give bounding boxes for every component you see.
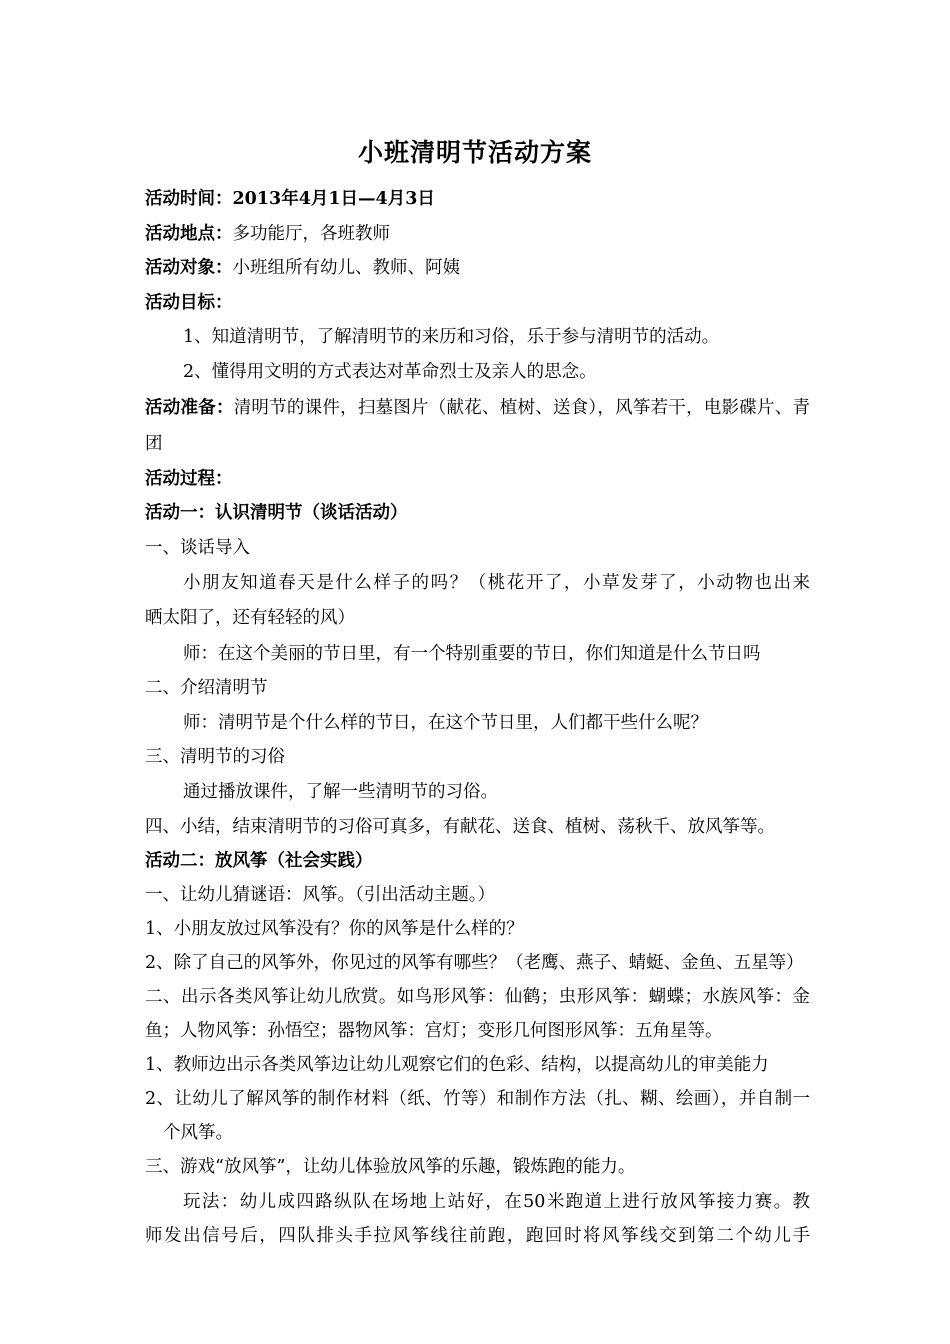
- goal-item-1: 1、知道清明节，了解清明节的来历和习俗，乐于参与清明节的活动。: [183, 327, 720, 347]
- activity2-teacher-1: 1、教师边出示各类风筝边让幼儿观察它们的色彩、结构，以提高幼儿的审美能力: [145, 1055, 769, 1075]
- activity1-paragraph-2: 师：在这个美丽的节日里，有一个特别重要的节日，你们知道是什么节日吗: [183, 644, 761, 664]
- activity1-paragraph-1: 小朋友知道春天是什么样子的吗？（桃花开了，小草发芽了，小动物也出来: [183, 573, 810, 593]
- activity2-question-2: 2、除了自己的风筝外，你见过的风筝有哪些？（老鹰、燕子、蜻蜓、金鱼、五星等）: [145, 953, 804, 973]
- activity2-section-1: 一、让幼儿猜谜语：风筝。（引出活动主题。）: [145, 885, 495, 905]
- activity1-section-4: 四、小结，结束清明节的习俗可真多，有献花、送食、植树、荡秋千、放风筝等。: [145, 817, 775, 837]
- goal-item-2: 2、懂得用文明的方式表达对革命烈士及亲人的思念。: [183, 362, 597, 382]
- activity1-heading: 活动一：认识清明节（谈话活动）: [145, 503, 408, 523]
- prep-row: [145, 396, 810, 420]
- prep-label: 活动准备：: [145, 398, 234, 418]
- activity-place-row: [145, 222, 810, 246]
- activity-time-label: 活动时间：: [145, 189, 233, 209]
- prep-value: 清明节的课件，扫墓图片（献花、植树、送食），风筝若干，电影碟片、青: [233, 398, 810, 418]
- activity1-section-3: 三、清明节的习俗: [145, 747, 285, 767]
- activity2-section-3: 三、游戏“放风筝”，让幼儿体验放风筝的乐趣，锻炼跑的能力。: [145, 1157, 636, 1177]
- activity1-paragraph-1-cont: 晒太阳了，还有轻轻的风）: [145, 608, 355, 628]
- activity2-section-2-cont: 鱼；人物风筝：孙悟空；器物风筝：宫灯；变形几何图形风筝：五角星等。: [145, 1021, 723, 1041]
- activity-target-value: 小班组所有幼儿、教师、阿姨: [232, 258, 460, 278]
- activity2-section-2: 二、出示各类风筝让幼儿欣赏。如鸟形风筝：仙鹤；虫形风筝：蝴蝶；水族风筝：金: [145, 987, 810, 1007]
- activity-target-row: [145, 256, 810, 280]
- activity1-section-1: 一、谈话导入: [145, 538, 250, 558]
- process-heading: 活动过程：: [145, 469, 233, 489]
- activity-target-label: 活动对象：: [145, 258, 233, 278]
- activity2-teacher-2: 2、让幼儿了解风筝的制作材料（纸、竹等）和制作方法（扎、糊、绘画），并自制一: [145, 1089, 810, 1109]
- activity-place-value: 多功能厅，各班教师: [232, 224, 390, 244]
- activity2-rules-cont: 师发出信号后，四队排头手拉风筝线往前跑，跑回时将风筝线交到第二个幼儿手: [145, 1226, 810, 1246]
- activity-time-value: 2013年4月1日—4月3日: [232, 189, 435, 209]
- activity2-teacher-2-cont: 个风筝。: [163, 1123, 233, 1143]
- activity1-paragraph-3: 师：清明节是个什么样的节日，在这个节日里，人们都干些什么呢？: [183, 713, 708, 733]
- goal-heading: 活动目标：: [145, 293, 233, 313]
- activity1-section-2: 二、介绍清明节: [145, 678, 268, 698]
- prep-continuation: 团: [145, 434, 163, 454]
- activity1-paragraph-4: 通过播放课件，了解一些清明节的习俗。: [183, 782, 498, 802]
- activity-place-label: 活动地点：: [145, 224, 233, 244]
- activity-time-row: [145, 187, 810, 211]
- activity2-heading: 活动二：放风筝（社会实践）: [145, 851, 373, 871]
- document-title: 小班清明节活动方案: [357, 138, 592, 167]
- activity2-rules: 玩法：幼儿成四路纵队在场地上站好，在50米跑道上进行放风筝接力赛。教: [183, 1192, 810, 1212]
- activity2-question-1: 1、小朋友放过风筝没有？你的风筝是什么样的？: [145, 919, 524, 939]
